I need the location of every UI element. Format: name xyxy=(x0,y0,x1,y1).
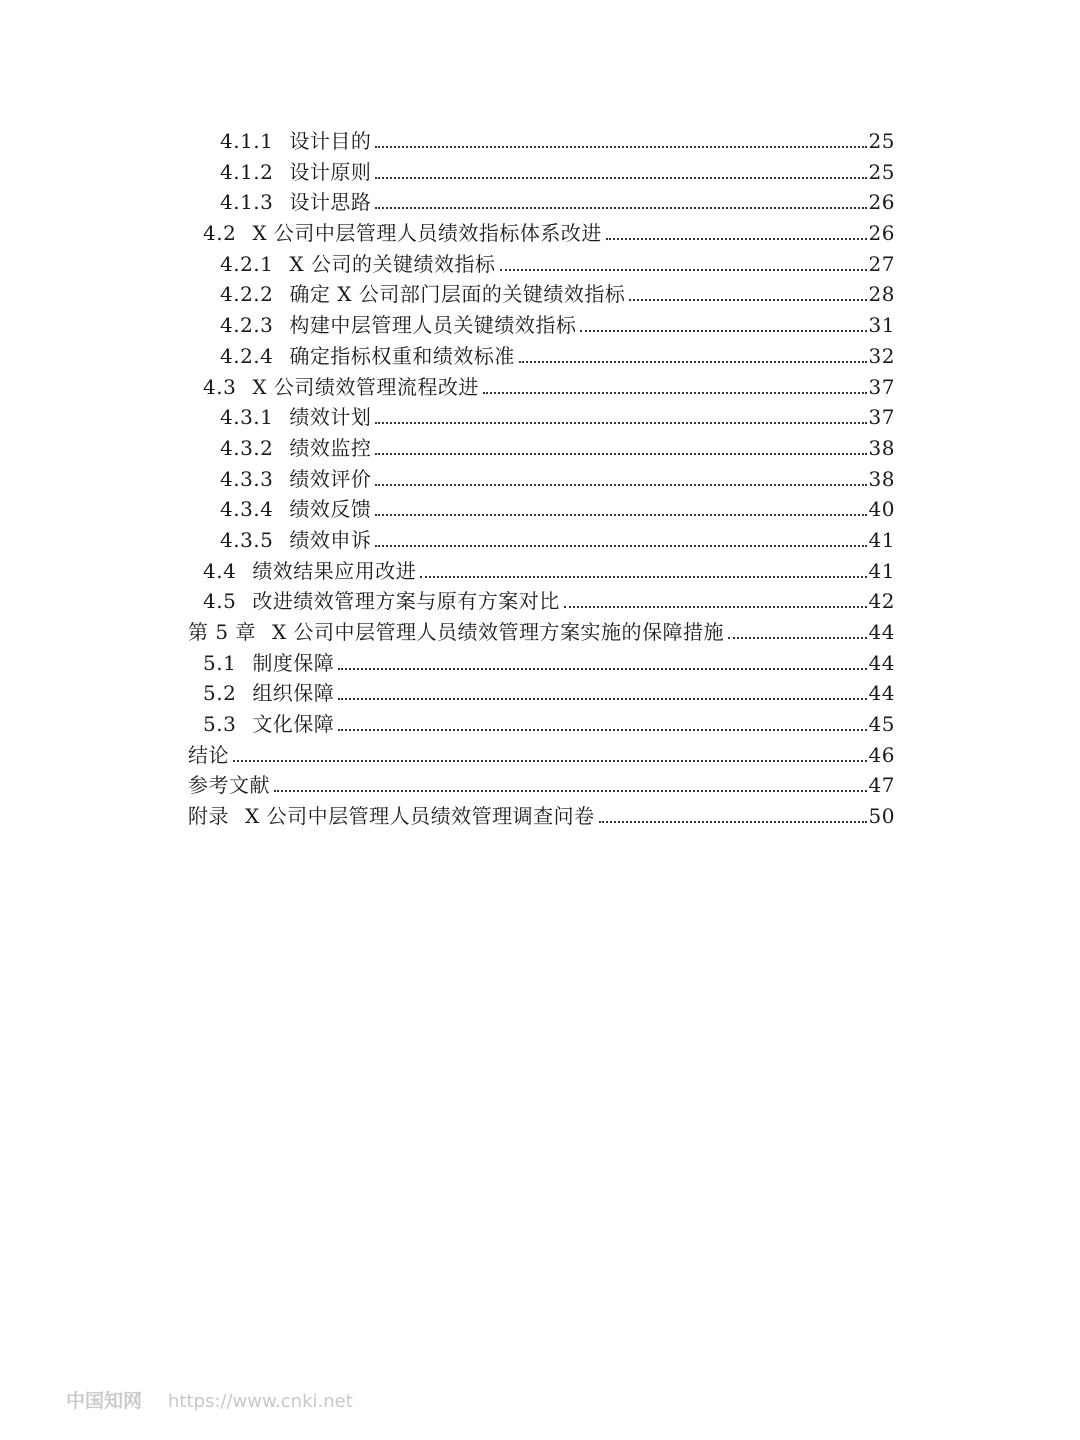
toc-entry-number: 4.2.4 xyxy=(220,343,274,368)
toc-entry-title: X 公司绩效管理流程改进 xyxy=(252,374,479,399)
toc-entry[interactable] xyxy=(188,801,895,832)
toc-dot-leader xyxy=(580,330,866,332)
toc-entry-title: 结论 xyxy=(188,742,229,767)
toc-entry-title: 设计原则 xyxy=(289,159,372,184)
toc-entry[interactable] xyxy=(188,126,895,157)
toc-entry-title: 绩效计划 xyxy=(289,405,372,430)
toc-entry-number: 4.1.2 xyxy=(220,159,274,184)
toc-dot-leader xyxy=(606,238,867,240)
toc-entry-number: 4.3.3 xyxy=(220,466,274,491)
toc-dot-leader xyxy=(233,760,867,762)
toc-entry[interactable] xyxy=(188,525,895,556)
toc-entry-number: 4.1.1 xyxy=(220,129,274,153)
toc-dot-leader xyxy=(338,729,866,731)
toc-entry-number: 4.2.1 xyxy=(220,251,274,276)
toc-entry[interactable] xyxy=(188,709,895,740)
toc-entry-title: 组织保障 xyxy=(252,681,335,706)
toc-entry-number: 5.3 xyxy=(203,712,237,737)
toc-entry-page: 41 xyxy=(868,558,895,583)
toc-entry-number: 第 5 章 xyxy=(188,620,256,644)
toc-dot-leader xyxy=(564,606,867,608)
toc-entry[interactable] xyxy=(188,494,895,525)
toc-entry[interactable] xyxy=(188,740,895,771)
toc-entry-title: 绩效结果应用改进 xyxy=(252,558,417,583)
footer-url: https://www.cnki.net xyxy=(168,1391,353,1412)
toc-entry[interactable] xyxy=(188,218,895,249)
toc-entry-page: 37 xyxy=(868,405,895,430)
toc-entry-page: 41 xyxy=(868,527,895,552)
toc-entry-title: 确定指标权重和绩效标准 xyxy=(289,343,515,368)
toc-entry-title: 改进绩效管理方案与原有方案对比 xyxy=(252,589,560,614)
toc-entry-title: X 公司的关键绩效指标 xyxy=(289,251,496,276)
toc-entry-page: 50 xyxy=(868,804,895,829)
toc-entry[interactable] xyxy=(188,648,895,679)
toc-entry-page: 44 xyxy=(868,650,895,675)
toc-entry-page: 38 xyxy=(868,435,895,460)
toc-dot-leader xyxy=(599,821,867,823)
toc-dot-leader xyxy=(375,146,866,148)
toc-entry-title: 附录 xyxy=(188,804,229,829)
toc-entry[interactable] xyxy=(188,341,895,372)
toc-entry[interactable] xyxy=(188,556,895,587)
toc-dot-leader xyxy=(375,514,866,516)
toc-entry-title: 绩效申诉 xyxy=(289,527,372,552)
toc-entry-page: 44 xyxy=(868,620,895,644)
toc-entry[interactable] xyxy=(188,402,895,433)
toc-entry[interactable] xyxy=(188,249,895,280)
toc-entry-number: 4.3.4 xyxy=(220,497,274,522)
toc-dot-leader xyxy=(375,422,866,424)
toc-dot-leader xyxy=(629,299,866,301)
toc-entry-subtitle: X 公司中层管理人员绩效管理调查问卷 xyxy=(245,804,595,829)
toc-entry-page: 40 xyxy=(868,497,895,522)
toc-dot-leader xyxy=(338,668,866,670)
toc-entry[interactable] xyxy=(188,770,895,801)
toc-dot-leader xyxy=(375,207,866,209)
toc-entry-page: 45 xyxy=(868,712,895,737)
toc-dot-leader xyxy=(375,177,866,179)
toc-entry-title: 制度保障 xyxy=(252,650,335,675)
toc-entry-title: 绩效监控 xyxy=(289,435,372,460)
toc-entry-page: 42 xyxy=(868,589,895,614)
toc-entry-number: 4.2.3 xyxy=(220,313,274,338)
toc-dot-leader xyxy=(420,576,866,578)
toc-entry-page: 31 xyxy=(868,313,895,338)
toc-entry-number: 4.2.2 xyxy=(220,282,274,307)
toc-entry-number: 4.3 xyxy=(203,374,237,399)
toc-entry-title: 绩效反馈 xyxy=(289,497,372,522)
toc-entry-title: 参考文献 xyxy=(188,773,270,798)
toc-entry-page: 38 xyxy=(868,466,895,491)
toc-entry-page: 26 xyxy=(868,190,895,215)
toc-entry-page: 25 xyxy=(868,159,895,184)
toc-entry-number: 4.3.1 xyxy=(220,405,274,430)
toc-dot-leader xyxy=(728,637,866,639)
toc-entry-page: 32 xyxy=(868,343,895,368)
toc-entry-number: 4.1.3 xyxy=(220,190,274,215)
toc-entry[interactable] xyxy=(188,464,895,495)
toc-entry[interactable] xyxy=(188,617,895,648)
toc-entry-number: 4.2 xyxy=(203,221,237,246)
footer-brand: 中国知网 xyxy=(66,1390,143,1412)
toc-dot-leader xyxy=(375,484,866,486)
toc-entry-title: 设计思路 xyxy=(289,190,372,215)
toc-entry[interactable] xyxy=(188,433,895,464)
toc-entry[interactable] xyxy=(188,310,895,341)
toc-entry-page: 46 xyxy=(868,742,895,767)
toc-dot-leader xyxy=(500,269,867,271)
toc-entry-page: 44 xyxy=(868,681,895,706)
toc-entry-page: 37 xyxy=(868,374,895,399)
toc-entry-title: 构建中层管理人员关键绩效指标 xyxy=(289,313,577,338)
toc-entry-title: 文化保障 xyxy=(252,712,335,737)
toc-entry-number: 4.3.5 xyxy=(220,527,274,552)
toc-entry-number: 4.3.2 xyxy=(220,435,274,460)
toc-entry[interactable] xyxy=(188,372,895,403)
toc-entry[interactable] xyxy=(188,157,895,188)
toc-entry-number: 5.2 xyxy=(203,681,237,706)
toc-entry-page: 47 xyxy=(868,773,895,798)
toc-entry-page: 26 xyxy=(868,221,895,246)
toc-entry[interactable] xyxy=(188,279,895,310)
toc-dot-leader xyxy=(483,392,867,394)
toc-entry[interactable] xyxy=(188,187,895,218)
toc-dot-leader xyxy=(519,361,867,363)
toc-dot-leader xyxy=(274,790,867,792)
toc-dot-leader xyxy=(375,545,866,547)
toc-dot-leader xyxy=(338,698,866,700)
toc-entry[interactable] xyxy=(188,586,895,617)
toc-entry-title: 绩效评价 xyxy=(289,466,372,491)
toc-entry-title: X 公司中层管理人员绩效管理方案实施的保障措施 xyxy=(271,620,725,644)
toc-entry-number: 4.4 xyxy=(203,558,237,583)
toc-entry-page: 25 xyxy=(868,129,895,153)
toc-dot-leader xyxy=(375,453,866,455)
table-of-contents xyxy=(188,126,895,832)
toc-entry-number: 5.1 xyxy=(203,650,237,675)
toc-entry-title: 设计目的 xyxy=(289,129,372,153)
toc-entry-title: 确定 X 公司部门层面的关键绩效指标 xyxy=(289,282,626,307)
toc-entry-title: X 公司中层管理人员绩效指标体系改进 xyxy=(252,221,602,246)
watermark-footer xyxy=(66,1386,353,1413)
toc-entry-page: 28 xyxy=(868,282,895,307)
toc-entry-page: 27 xyxy=(868,251,895,276)
toc-entry-number: 4.5 xyxy=(203,589,237,614)
toc-entry[interactable] xyxy=(188,678,895,709)
